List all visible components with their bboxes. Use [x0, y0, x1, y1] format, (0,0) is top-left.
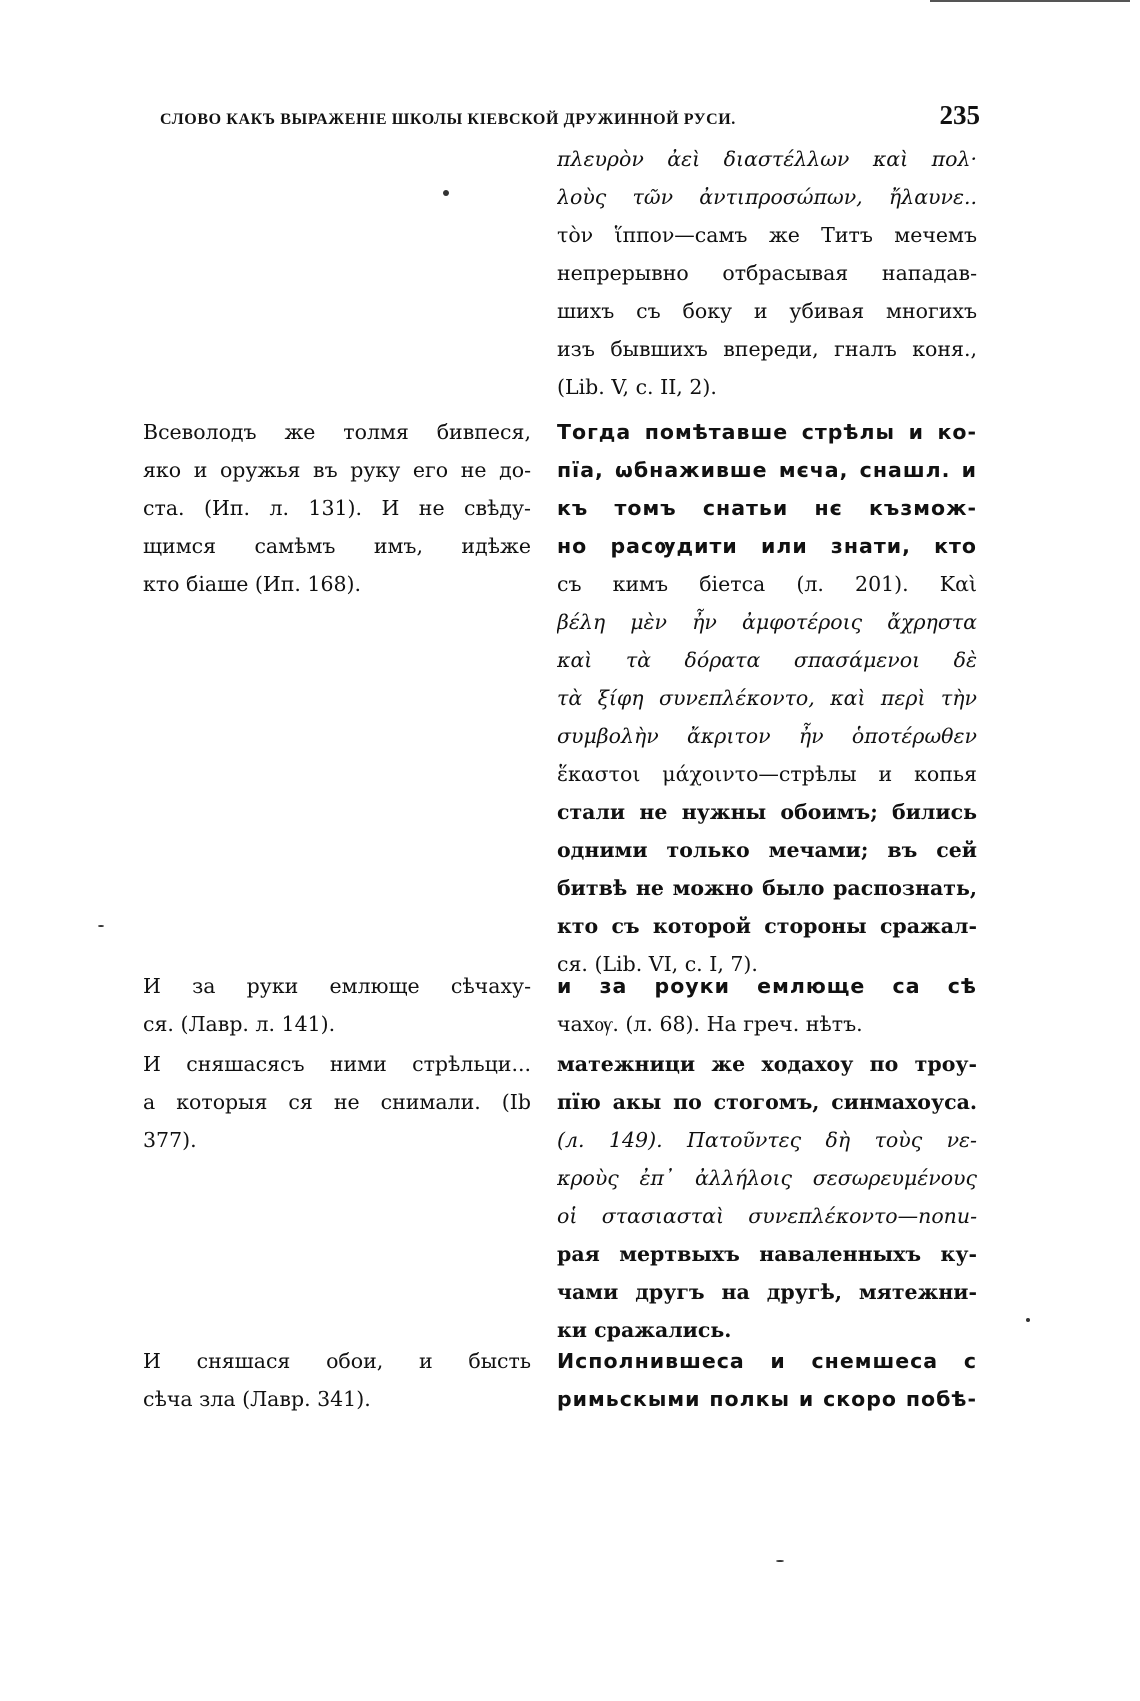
text-line: συμβολὴν ἄκριτον ἦν ὁποτέρωθεν — [557, 724, 977, 748]
text-line: καὶ τὰ δόρατα σπασάμενοι δὲ — [557, 648, 977, 672]
text-line: но расѹдити или знати, кто — [557, 534, 977, 558]
text-line: ἕκαστοι μάχοιντο—стрѣлы и копья — [557, 762, 977, 786]
right-paragraph-ispolnivshesa — [557, 1342, 977, 1418]
text-line: ки сражались. — [557, 1318, 732, 1342]
text-line: τὸν ἵππον—самъ же Титъ мечемъ — [557, 223, 977, 247]
text-line: чахѹ. (л. 68). На греч. нѣтъ. — [557, 1012, 863, 1036]
text-line: чами другъ на другѣ, мятежни- — [557, 1280, 977, 1304]
text-line: (л. 149). Πατοῦντες δὴ τοὺς νε- — [557, 1128, 977, 1152]
text-line: Тогда помѣтавше стрѣлы и ко- — [557, 420, 977, 444]
right-paragraph-slavonic-battle — [557, 413, 977, 983]
text-line: ся. (Lib. VI, c. I, 7). — [557, 952, 758, 976]
text-line: кто съ которой стороны сражал- — [557, 914, 977, 938]
text-line: съ кимъ біетса (л. 201). Καὶ — [557, 572, 977, 596]
text-line: и за роуки емлюще са сѣ — [557, 974, 977, 998]
text-line: матежници же ходахоу по троу- — [557, 1052, 977, 1076]
scan-edge-mark — [930, 0, 1130, 2]
text-line: битвѣ не можно было распознать, — [557, 876, 977, 900]
text-line: τὰ ξίφη συνεπλέκοντο, καὶ περὶ τὴν — [557, 686, 977, 710]
text-line: сѣча зла (Лавр. 341). — [143, 1387, 371, 1411]
right-paragraph-greek-titus — [557, 140, 977, 406]
left-paragraph-strelci — [143, 1045, 531, 1159]
text-line: одними только мечами; въ сей — [557, 838, 977, 862]
text-line: Всеволодъ же толмя бивпеся, — [143, 420, 531, 444]
text-line: рая мертвыхъ наваленныхъ ку- — [557, 1242, 977, 1266]
left-paragraph-za-ruki — [143, 967, 531, 1043]
scan-speck — [443, 190, 449, 196]
left-paragraph-vsevolod — [143, 413, 531, 603]
running-title: СЛОВО КАКЪ ВЫРАЖЕНІЕ ШКОЛЫ КІЕВСКОЙ ДРУЖИННОЙ РУСИ. — [160, 111, 736, 128]
text-line: а которыя ся не снимали. (Ib — [143, 1090, 531, 1114]
text-line: (Lib. V, c. II, 2). — [557, 375, 717, 399]
running-head — [160, 100, 980, 131]
text-line: И за руки емлюще сѣчаху- — [143, 974, 531, 998]
text-line: И сняшася обои, и бысть — [143, 1349, 531, 1373]
scan-speck — [776, 1560, 784, 1562]
text-line: βέλη μὲν ἦν ἀμφοτέροις ἄχρηστα — [557, 610, 977, 634]
text-line: пїю акы по стогомъ, синмахоуса. — [557, 1090, 977, 1114]
text-line: 377). — [143, 1128, 197, 1152]
text-line: ста. (Ип. л. 131). И не свѣду- — [143, 496, 531, 520]
text-line: щимся самѣмъ имъ, идѣже — [143, 534, 531, 558]
page-number: 235 — [939, 100, 980, 130]
text-line: Исполнившеса и снемшеса с — [557, 1349, 977, 1373]
scan-speck — [1026, 1318, 1030, 1322]
text-line: πλευρὸν ἀεὶ διαστέλλων καὶ πολ· — [557, 147, 977, 171]
scan-speck — [98, 925, 104, 927]
text-line: яко и оружья въ руку его не до- — [143, 458, 531, 482]
text-line: римьскыми полкы и скоро побѣ- — [557, 1387, 977, 1411]
text-line: пїа, ѡбнаживше мєча, снашл. и — [557, 458, 977, 482]
text-line: οἱ στασιασταὶ συνεπλέκοντο—попи- — [557, 1204, 977, 1228]
text-line: λοὺς τῶν ἀντιπροσώπων, ἤλαυνε.. — [557, 185, 977, 209]
text-line: къ томъ снатьи нє къзмож- — [557, 496, 977, 520]
left-paragraph-secha — [143, 1342, 531, 1418]
text-line: κροὺς ἐπ᾽ ἀλλήλοις σεσωρευμένους — [557, 1166, 977, 1190]
text-line: И сняшасясъ ними стрѣльци... — [143, 1052, 531, 1076]
text-line: ся. (Лавр. л. 141). — [143, 1012, 336, 1036]
text-line: шихъ съ боку и убивая многихъ — [557, 299, 977, 323]
text-line: непрерывно отбрасывая нападав- — [557, 261, 977, 285]
right-paragraph-za-rouki — [557, 967, 977, 1043]
right-paragraph-matezhnici — [557, 1045, 977, 1349]
text-line: кто біаше (Ип. 168). — [143, 572, 362, 596]
text-line: стали не нужны обоимъ; бились — [557, 800, 977, 824]
text-line: изъ бывшихъ впереди, гналъ коня., — [557, 337, 977, 361]
